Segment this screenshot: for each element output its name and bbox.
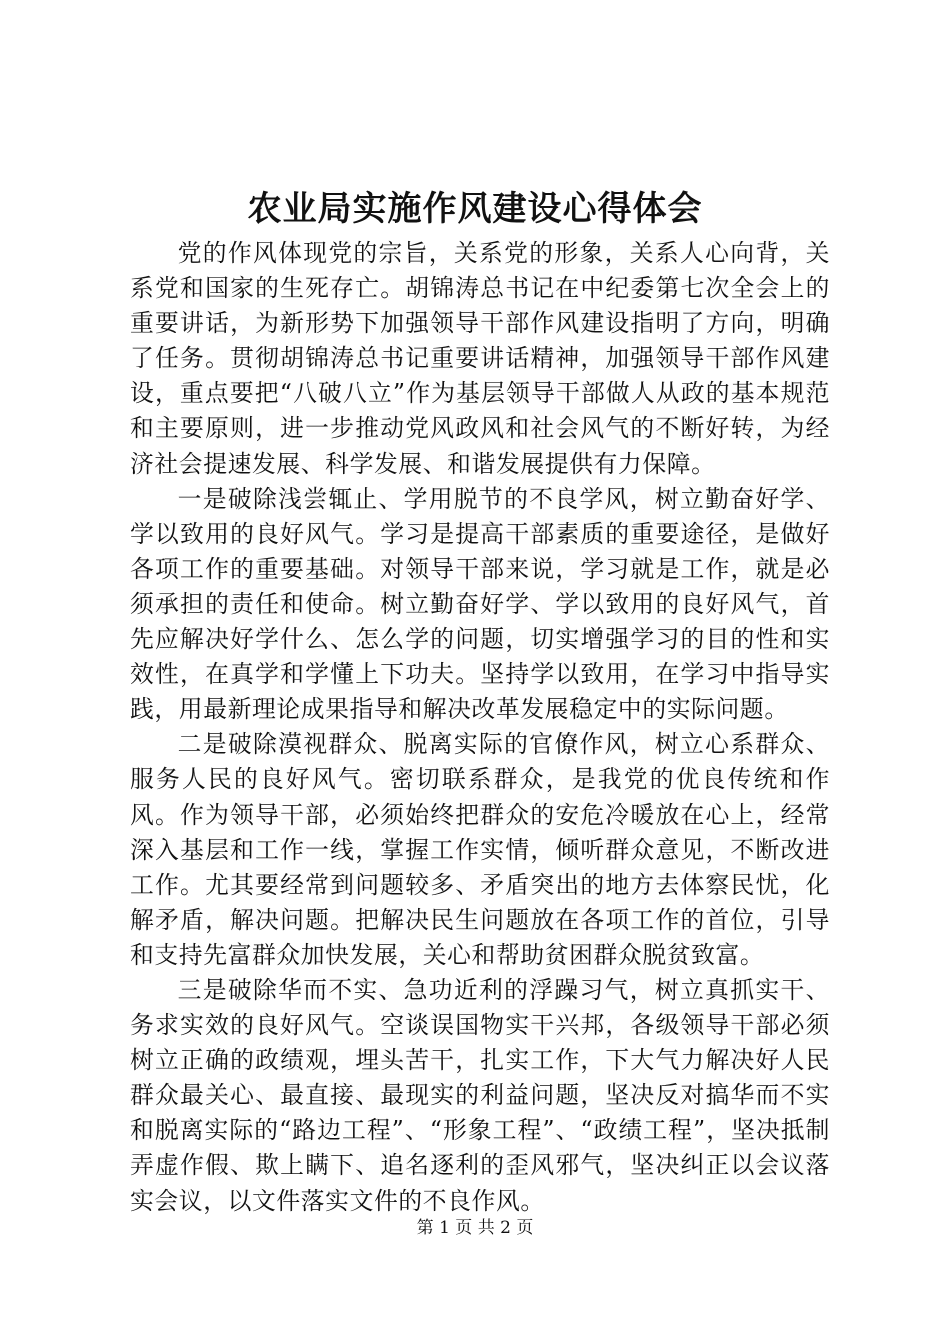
document-body [130,236,830,1219]
paragraph-point-three: 三是破除华而不实、急功近利的浮躁习气，树立真抓实干、务求实效的良好风气。空谈误国物实干兴邦，各级领导干部必须树立正确的政绩观，埋头苦干，扎实工作，下大气力解决好人民群众最关心、最直接、最现实的利益问题，坚决反对搞华而不实和脱离实际的“路边工程”、“形象工程”、“政绩工程”，坚决抵制弄虚作假、欺上瞒下、追名逐利的歪风邪气，坚决纠正以会议落实会议，以文件落实文件的不良作风。 [130,975,830,1215]
document-title: 农业局实施作风建设心得体会 [247,189,703,229]
page-number-footer: 第 1 页 共 2 页 [416,1218,534,1238]
paragraph-point-one: 一是破除浅尝辄止、学用脱节的不良学风，树立勤奋好学、学以致用的良好风气。学习是提高干部素质的重要途径，是做好各项工作的重要基础。对领导干部来说，学习就是工作，就是必须承担的责任和使命。树立勤奋好学、学以致用的良好风气，首先应解决好学什么、怎么学的问题，切实增强学习的目的性和实效性，在真学和学懂上下功夫。坚持学以致用，在学习中指导实践，用最新理论成果指导和解决改革发展稳定中的实际问题。 [130,484,830,724]
paragraph-point-two: 二是破除漠视群众、脱离实际的官僚作风，树立心系群众、服务人民的良好风气。密切联系群众，是我党的优良传统和作风。作为领导干部，必须始终把群众的安危冷暖放在心上，经常深入基层和工作一线，掌握工作实情，倾听群众意见，不断改进工作。尤其要经常到问题较多、矛盾突出的地方去体察民忧，化解矛盾，解决问题。把解决民生问题放在各项工作的首位，引导和支持先富群众加快发展，关心和帮助贫困群众脱贫致富。 [130,730,830,969]
paragraph-intro: 党的作风体现党的宗旨，关系党的形象，关系人心向背，关系党和国家的生死存亡。胡锦涛总书记在中纪委第七次全会上的重要讲话，为新形势下加强领导干部作风建设指明了方向，明确了任务。贯彻胡锦涛总书记重要讲话精神，加强领导干部作风建设，重点要把“八破八立”作为基层领导干部做人从政的基本规范和主要原则，进一步推动党风政风和社会风气的不断好转，为经济社会提速发展、科学发展、和谐发展提供有力保障。 [130,239,830,478]
